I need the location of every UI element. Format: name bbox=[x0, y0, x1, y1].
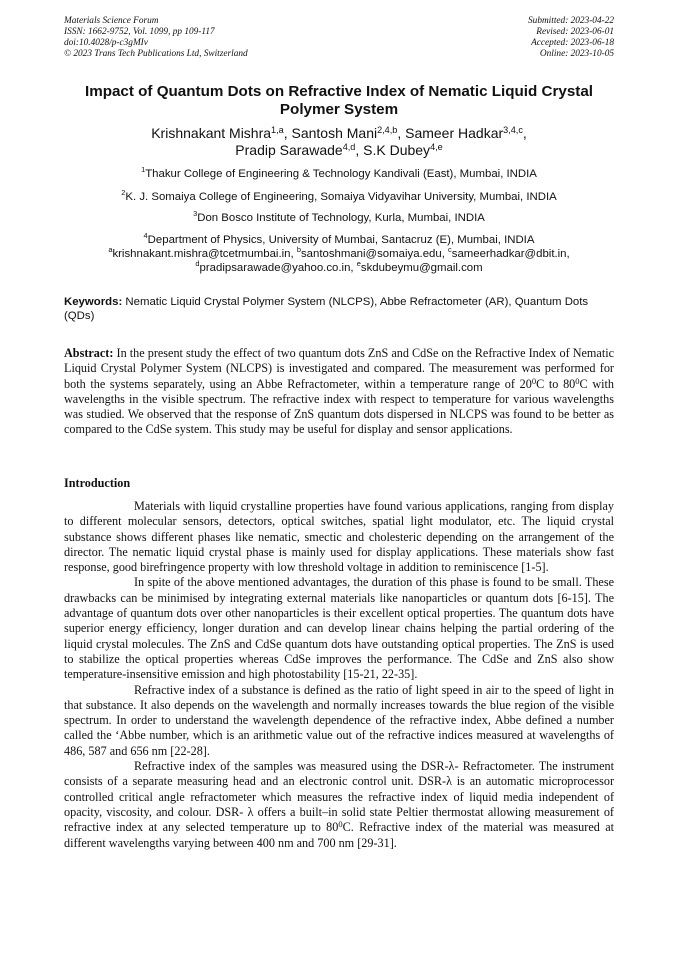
degree-sup: 0 bbox=[338, 819, 343, 830]
abstract-label: Abstract: bbox=[64, 346, 114, 360]
paragraph: In spite of the above mentioned advantages, the duration of this phase is found to be small. These drawbacks can be minimised by integrating external materials like nanoparticles or quantum dots [6-15]. The advantage of quantum dots over other nanoparticles is their excellent optical properties. The quantum dots have superior energy efficiency, longer duration and can develop linear chains helping the partial ordering of the liquid crystal molecules. The ZnS and CdSe quantum dots have outstanding optical properties. The ZnS is used to stabilize the optical properties whereas CdSe improves the performance. The CdSe and ZnS also show temperature-insensitive emission and high photostability [15-21, 22-35]. bbox=[64, 575, 614, 682]
email-link[interactable]: santoshmani@somaiya.edu, bbox=[300, 248, 445, 260]
email-link[interactable]: skdubeymu@gmail.com bbox=[360, 262, 483, 274]
separator: , bbox=[522, 125, 527, 141]
email-list: $^a$krishnakant.mishra@tcetmumbai.in, $^b$santoshmani@somaiya.edu, $^c$sameerhadkar@dbit.in, $^d$pradipsarawade@yahoo.co.in, $^e$skdubeymu@gmail.com bbox=[108, 245, 570, 274]
revised-date: Revised: 2023-06-01 bbox=[536, 27, 614, 37]
paragraph-text: C. Refractive index of the material was measured at different wavelengths varying between 400 nm and 700 nm [29-31]. bbox=[64, 820, 614, 850]
section-heading-introduction: Introduction bbox=[64, 476, 131, 490]
email-link[interactable]: krishnakant.mishra@tcetmumbai.in, bbox=[112, 248, 294, 260]
email-link[interactable]: pradipsarawade@yahoo.co.in, bbox=[199, 262, 354, 274]
journal-name: Materials Science Forum bbox=[64, 16, 159, 26]
author-affiliation-mark: 3,4,c bbox=[503, 125, 523, 135]
separator: , bbox=[397, 125, 406, 141]
abstract-text: C with wavelengths in the visible spectrum. The refractive index with respect to temperature for various wavelengths was studied. We observed that the response of ZnS quantum dots dispersed in NLCPS was found to be better as compared to the CdSe system. This study may be useful for display and sensor applications. bbox=[64, 376, 615, 437]
keywords-text: Nematic Liquid Crystal Polymer System (NLCPS), Abbe Refractometer (AR), Quantum Dots (QDs) bbox=[64, 296, 589, 322]
email-link[interactable]: sameerhadkar@dbit.in, bbox=[451, 248, 570, 260]
degree-sup: 0 bbox=[531, 375, 537, 386]
affiliation-number: 2 bbox=[121, 188, 126, 197]
introduction-body bbox=[64, 499, 614, 851]
paragraph: Refractive index of a substance is defined as the ratio of light speed in air to the speed of light in that substance. It also depends on the wavelength and normally increases towards the blue region of the visible spectrum. In order to understand the wavelength dependence of the refractive index, Abbe defined a number called the ‘Abbe number, which is an arithmetic value out of the refractive indices measured at wavelengths of 486, 587 and 656 nm [22-28]. bbox=[64, 682, 614, 758]
accepted-date: Accepted: 2023-06-18 bbox=[531, 38, 614, 48]
author-name: S.K Dubey bbox=[363, 142, 431, 158]
paper-title: Impact of Quantum Dots on Refractive Index of Nematic Liquid Crystal Polymer System bbox=[84, 83, 594, 118]
affiliation-number: 1 bbox=[141, 165, 146, 174]
affiliation bbox=[64, 233, 614, 247]
doi: doi:10.4028/p-c3gMIv bbox=[64, 38, 148, 48]
abstract-text: C to 80 bbox=[536, 376, 576, 391]
author-affiliation-mark: 1,a bbox=[271, 125, 284, 135]
separator: , bbox=[283, 125, 292, 141]
paragraph-text: Refractive index of the samples was measured using the DSR-λ- Refractometer. The instrument consists of a separate measuring head and an electronic control unit. DSR-λ is an automatic microprocessor controlled critical angle refractometer which measures the refractive index of liquid media independent of opacity, viscosity, and colour. DSR- λ offers a built–in solid state Peltier thermostat allowing measurement of refractive index at any selected temperature up to 80 bbox=[64, 759, 614, 835]
separator: , bbox=[355, 142, 364, 158]
author-name: Krishnakant Mishra bbox=[151, 125, 272, 141]
paragraph bbox=[64, 759, 614, 851]
affiliation bbox=[64, 167, 614, 181]
journal-header-left bbox=[64, 16, 248, 60]
affiliation-text: Don Bosco Institute of Technology, Kurla, Mumbai, INDIA bbox=[197, 212, 485, 224]
affiliation-text: K. J. Somaiya College of Engineering, Somaiya Vidyavihar University, Mumbai, INDIA bbox=[125, 191, 557, 203]
abstract bbox=[64, 346, 614, 438]
affiliation bbox=[64, 190, 614, 204]
author-name: Sameer Hadkar bbox=[405, 125, 504, 141]
author-affiliation-mark: 4,d bbox=[342, 142, 356, 152]
paragraph: Materials with liquid crystalline properties have found various applications, ranging from display to different molecular sensors, detectors, optical switches, spatial light modulator, etc. The liquid crystal substance shows different phases like nematic, smectic and cholesteric depending on the arrangement of the director. The nematic liquid crystal phase is mainly used for display applications. These materials show fast response, good birefringence property with low threshold voltage in addition to reminiscence [1-5]. bbox=[64, 499, 614, 575]
issn: ISSN: 1662-9752, Vol. 1099, pp 109-117 bbox=[64, 27, 215, 37]
author-name: Pradip Sarawade bbox=[235, 142, 343, 158]
affiliation bbox=[64, 211, 614, 225]
author-list bbox=[64, 125, 614, 159]
keywords-label: Keywords: bbox=[64, 296, 123, 308]
abstract-text: In the present study the effect of two quantum dots ZnS and CdSe on the Refractive Index of Nematic Liquid Crystal Polymer System (NLCPS) is investigated and compared. The measurement was performed for both the systems separately, using an Abbe Refractometer, within a temperature range of 20 bbox=[64, 346, 614, 391]
author-name: Santosh Mani bbox=[291, 125, 378, 141]
author-affiliation-mark: 4,e bbox=[430, 142, 443, 152]
affiliation-text: Thakur College of Engineering & Technology Kandivali (East), Mumbai, INDIA bbox=[145, 168, 537, 180]
copyright: © 2023 Trans Tech Publications Ltd, Switzerland bbox=[64, 49, 248, 59]
journal-header-right bbox=[528, 16, 614, 60]
affiliation-text: Department of Physics, University of Mumbai, Santacruz (E), Mumbai, INDIA bbox=[147, 234, 535, 246]
affiliation-number: 3 bbox=[193, 209, 198, 218]
keywords bbox=[64, 295, 614, 323]
affiliation-number: 4 bbox=[143, 231, 148, 240]
author-affiliation-mark: 2,4,b bbox=[377, 125, 398, 135]
submitted-date: Submitted: 2023-04-22 bbox=[528, 16, 614, 26]
degree-sup: 0 bbox=[575, 375, 580, 386]
online-date: Online: 2023-10-05 bbox=[539, 49, 614, 59]
